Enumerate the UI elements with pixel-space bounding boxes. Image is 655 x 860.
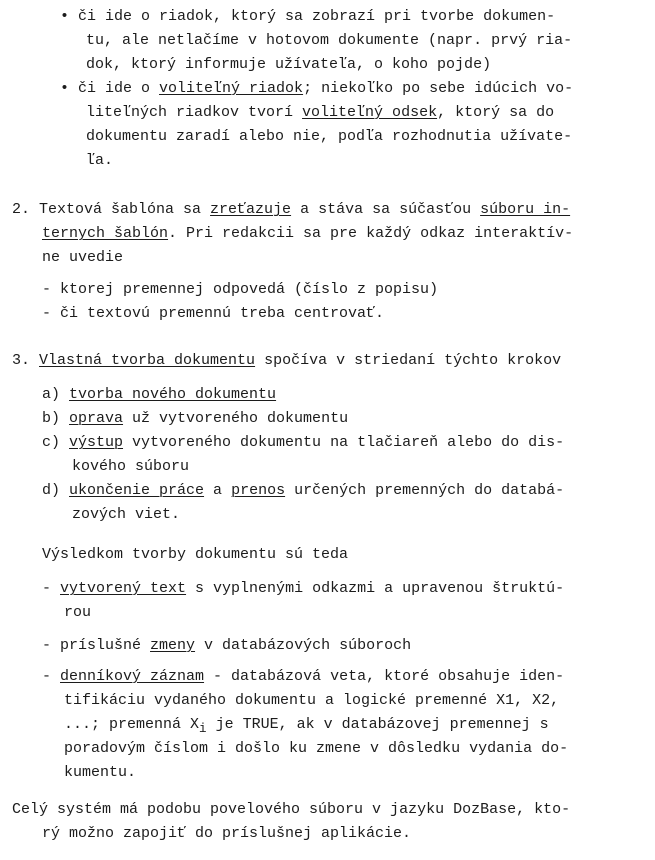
underlined-term: prenos [231, 482, 286, 499]
underlined-term: výstup [69, 434, 124, 451]
underlined-term: voliteľný riadok [159, 80, 304, 97]
text-line: rou [64, 604, 92, 621]
text-line: c) výstup vytvoreného dokumentu na tlačiareň alebo do dis- [42, 434, 565, 451]
text-line: rý možno zapojiť do príslušnej aplikácie. [42, 825, 412, 842]
text-line: ternych šablón. Pri redakcii sa pre každý odkaz interaktív- [42, 225, 574, 242]
text-line: 2. Textová šablóna sa zreťazuje a stáva sa súčasťou súboru in- [12, 201, 571, 218]
underlined-term: zmeny [150, 637, 196, 654]
text-line: - denníkový záznam - databázová veta, ktoré obsahuje iden- [42, 668, 565, 685]
text-line: ...; premenná $X_i$ je TRUE, ak v databázovej premennej s [64, 716, 549, 736]
text-line: poradovým číslom i došlo ku zmene v dôsledku vydania do- [64, 740, 569, 757]
text-line: tifikáciu vydaného dokumentu a logické premenné X1, X2, [64, 692, 560, 709]
underlined-term: súboru in- [480, 201, 571, 218]
underlined-term: voliteľný odsek [302, 104, 438, 121]
text-line: - či textovú premennú treba centrovať. [42, 305, 385, 322]
text-line: • či ide o voliteľný riadok; niekoľko po sebe idúcich vo- [60, 80, 574, 97]
text-line: Celý systém má podobu povelového súboru v jazyku DozBase, kto- [12, 801, 571, 818]
underlined-term: oprava [69, 410, 124, 427]
text-line: 3. Vlastná tvorba dokumentu spočíva v striedaní týchto krokov [12, 352, 562, 369]
text-line: dok, ktorý informuje užívateľa, o koho pojde) [86, 56, 492, 73]
text-line: Výsledkom tvorby dokumentu sú teda [42, 546, 349, 563]
text-line: dokumentu zaradí alebo nie, podľa rozhodnutia užívate- [86, 128, 573, 145]
text-line: ľa. [86, 152, 114, 169]
text-line: d) ukončenie práce a prenos určených premenných do databá- [42, 482, 565, 499]
text-line: kumentu. [64, 764, 137, 781]
text-line: ne uvedie [42, 249, 124, 266]
text-line: kového súboru [72, 458, 190, 475]
text-line: - ktorej premennej odpovedá (číslo z popisu) [42, 281, 439, 298]
underlined-term: denníkový záznam [60, 668, 205, 685]
underlined-term: ukončenie práce [69, 482, 205, 499]
underlined-term: tvorba nového dokumentu [69, 386, 277, 403]
text-line: tu, ale netlačíme v hotovom dokumente (napr. prvý ria- [86, 32, 573, 49]
text-line: • či ide o riadok, ktorý sa zobrazí pri tvorbe dokumen- [60, 8, 556, 25]
underlined-term: ternych šablón [42, 225, 169, 242]
underlined-term: Vlastná tvorba dokumentu [39, 352, 256, 369]
text-line: liteľných riadkov tvorí voliteľný odsek, ktorý sa do [86, 104, 555, 121]
text-line: a) tvorba nového dokumentu [42, 386, 277, 403]
text-line: - príslušné zmeny v databázových súboroch [42, 637, 412, 654]
text-line: zových viet. [72, 506, 181, 523]
underlined-term: zreťazuje [210, 201, 292, 218]
text-line: - vytvorený text s vyplnenými odkazmi a upravenou štruktú- [42, 580, 565, 597]
text-line: b) oprava už vytvoreného dokumentu [42, 410, 349, 427]
underlined-term: vytvorený text [60, 580, 187, 597]
